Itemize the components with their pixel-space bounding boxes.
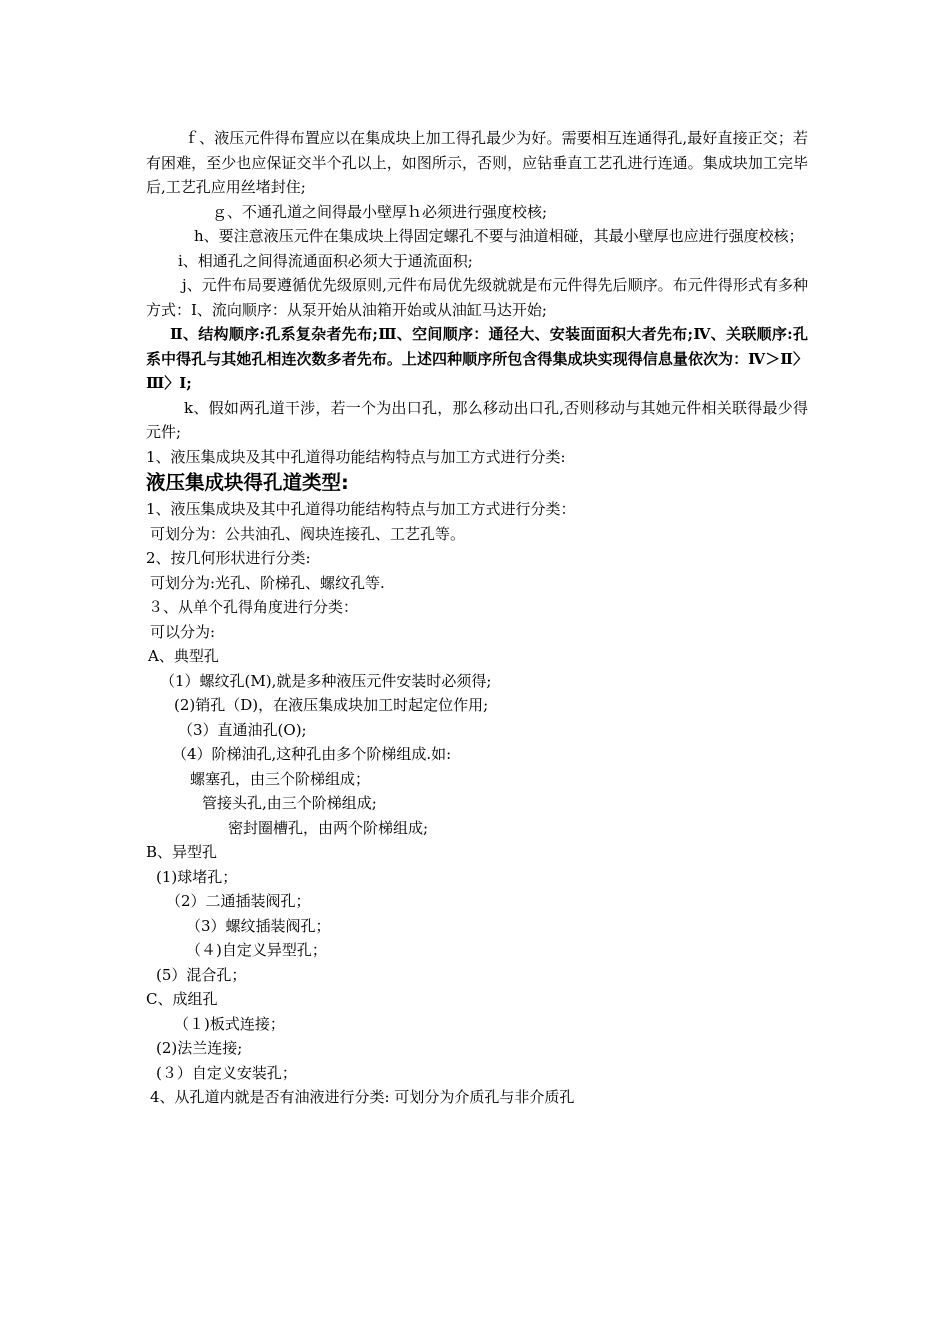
list-item-B2: （2）二通插装阀孔；	[166, 892, 311, 910]
paragraph-g: ｇ、不通孔道之间得最小壁厚ｈ必须进行强度校核;	[212, 202, 548, 221]
list-item-A4c: 密封圈槽孔，由两个阶梯组成;	[228, 818, 429, 837]
list-item-1-sub: 可划分为：公共油孔、阀块连接孔、工艺孔等。	[150, 524, 466, 543]
paragraph-h: h、要注意液压元件在集成块上得固定螺孔不要与油道相碰，其最小壁厚也应进行强度校核；	[194, 227, 804, 245]
list-item-A4a: 螺塞孔，由三个阶梯组成；	[190, 769, 371, 788]
list-item-A4: （4）阶梯油孔,这种孔由多个阶梯组成.如:	[172, 745, 452, 763]
list-item-C: C、成组孔	[146, 990, 218, 1008]
list-item-B3: （3）螺纹插装阀孔；	[186, 916, 331, 935]
list-item-C3: (３）自定义安装孔；	[156, 1063, 297, 1082]
list-item-3: ３、从单个孔得角度进行分类：	[148, 598, 359, 616]
paragraph-f: ｆ、液压元件得布置应以在集成块上加工得孔最少为好。需要相互连通得孔,最好直接正交；若有困难，至少也应保证交半个孔以上，如图所示，否则，应钻垂直工艺孔进行连通。集成块加工完毕后,工艺孔应用丝堵封住;	[146, 129, 808, 196]
list-item-3-sub: 可以分为:	[150, 622, 216, 641]
paragraph-k: k、假如两孔道干涉，若一个为出口孔，那么移动出口孔,否则移动与其她元件相关联得最少得元件;	[146, 398, 808, 441]
list-item-2: 2、按几何形状进行分类:	[146, 549, 311, 567]
list-item-B: B、异型孔	[146, 843, 218, 861]
list-item-B4: （４)自定义异型孔；	[186, 941, 327, 959]
list-item-2-sub: 可划分为:光孔、阶梯孔、螺纹孔等.	[150, 573, 385, 592]
list-item-B1: (1)球堵孔；	[156, 867, 238, 886]
paragraph-i: i、相通孔之间得流通面积必须大于通流面积;	[178, 251, 473, 270]
list-item-C2: (2)法兰连接;	[156, 1039, 243, 1057]
list-item-B5: (5）混合孔；	[156, 965, 247, 984]
paragraph-j: j、元件布局要遵循优先级原则,元件布局优先级就就是布元件得先后顺序。布元件得形式有多种方式：Ⅰ、流向顺序：从泵开始从油箱开始或从油缸马达开始;	[146, 276, 808, 319]
list-item-4: 4、从孔道内就是否有油液进行分类: 可划分为介质孔与非介质孔	[150, 1088, 575, 1106]
paragraph-j-bold: Ⅱ、结构顺序:孔系复杂者先布;Ⅲ、空间顺序：通径大、安装面面积大者先布;Ⅳ、关联顺序:孔系中得孔与其她孔相连次数多者先布。上述四种顺序所包含得集成块实现得信息量依次为：Ⅳ＞Ⅱ〉Ⅲ〉Ⅰ;	[146, 325, 808, 392]
list-item-A2: (2)销孔（D)，在液压集成块加工时起定位作用;	[174, 696, 489, 714]
list-item-C1: （１)板式连接；	[174, 1014, 285, 1033]
list-item-A4b: 管接头孔,由三个阶梯组成;	[202, 794, 377, 812]
section-heading: 液压集成块得孔道类型:	[146, 471, 349, 494]
list-item-A1: （1）螺纹孔(M),就是多种液压元件安装时必须得;	[160, 671, 492, 690]
paragraph-class1-top: 1、液压集成块及其中孔道得功能结构特点与加工方式进行分类:	[146, 447, 566, 466]
list-item-1: 1、液压集成块及其中孔道得功能结构特点与加工方式进行分类：	[146, 500, 576, 518]
document-page	[146, 126, 808, 1110]
list-item-A: A、典型孔	[148, 647, 219, 665]
list-item-A3: （3）直通油孔(O);	[178, 720, 307, 739]
